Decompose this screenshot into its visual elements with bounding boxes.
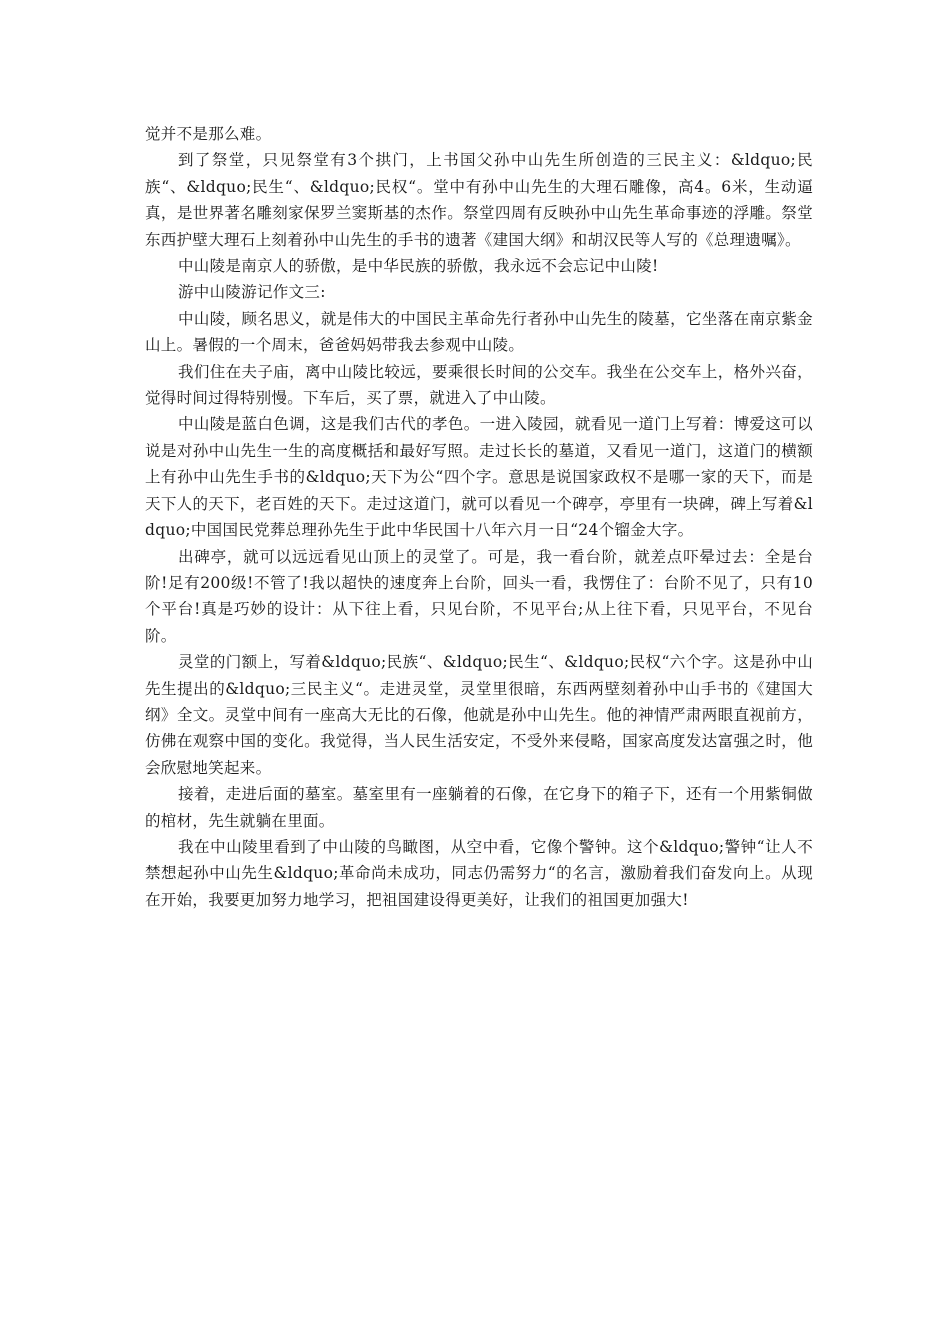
paragraph-8: 出碑亭，就可以远远看见山顶上的灵堂了。可是，我一看台阶，就差点吓晕过去：全是台阶!足有200级!不管了!我以超快的速度奔上台阶，回头一看，我愣住了：台阶不见了，只有10个平台!真是巧妙的设计：从下往上看，只见台阶，不见平台;从上往下看，只见平台，不见台阶。 [145, 547, 813, 645]
paragraph-3: 中山陵是南京人的骄傲，是中华民族的骄傲，我永远不会忘记中山陵! [178, 257, 659, 276]
paragraph-1: 觉并不是那么难。 [145, 125, 272, 143]
paragraph-9: 灵堂的门额上，写着&ldquo;民族“、&ldquo;民生“、&ldquo;民权“六个字。这是孙中山先生提出的&ldquo;三民主义“。走进灵堂，灵堂里很暗，东西两壁刻着孙中山手书的《建国大纲》全文。灵堂中间有一座高大无比的石像，他就是孙中山先生。他的神情严肃两眼直视前方，仿佛在观察中国的变化。我觉得，当人民生活安定，不受外来侵略，国家高度发达富强之时，他会欣慰地笑起来。 [145, 653, 813, 777]
paragraph-10: 接着，走进后面的墓室。墓室里有一座躺着的石像，在它身下的箱子下，还有一个用紫铜做的棺材，先生就躺在里面。 [145, 785, 813, 830]
document-page [145, 121, 813, 913]
paragraph-11: 我在中山陵里看到了中山陵的鸟瞰图，从空中看，它像个警钟。这个&ldquo;警钟“让人不禁想起孙中山先生&ldquo;革命尚未成功，同志仍需努力“的名言，激励着我们奋发向上。从现在开始，我要更加努力地学习，把祖国建设得更美好，让我们的祖国更加强大! [145, 837, 813, 909]
paragraph-2: 到了祭堂，只见祭堂有3个拱门，上书国父孙中山先生所创造的三民主义：&ldquo;民族“、&ldquo;民生“、&ldquo;民权“。堂中有孙中山先生的大理石雕像，高4。6米，生动逼真，是世界著名雕刻家保罗兰窦斯基的杰作。祭堂四周有反映孙中山先生革命事迹的浮雕。祭堂东西护壁大理石上刻着孙中山先生的手书的遗著《建国大纲》和胡汉民等人写的《总理遗嘱》。 [145, 151, 813, 249]
section-heading: 游中山陵游记作文三: [178, 283, 326, 302]
paragraph-7: 中山陵是蓝白色调，这是我们古代的孝色。一进入陵园，就看见一道门上写着：博爱这可以说是对孙中山先生一生的高度概括和最好写照。走过长长的墓道，又看见一道门，这道门的横额上有孙中山先生手书的&ldquo;天下为公“四个字。意思是说国家政权不是哪一家的天下，而是天下人的天下，老百姓的天下。走过这道门，就可以看见一个碑亭，亭里有一块碑，碑上写着&ldquo;中国国民党葬总理孙先生于此中华民国十八年六月一日“24个镏金大字。 [145, 415, 813, 540]
paragraph-5: 中山陵，顾名思义，就是伟大的中国民主革命先行者孙中山先生的陵墓，它坐落在南京紫金山上。暑假的一个周末，爸爸妈妈带我去参观中山陵。 [145, 309, 813, 355]
paragraph-6: 我们住在夫子庙，离中山陵比较远，要乘很长时间的公交车。我坐在公交车上，格外兴奋，觉得时间过得特别慢。下车后，买了票，就进入了中山陵。 [145, 362, 813, 408]
